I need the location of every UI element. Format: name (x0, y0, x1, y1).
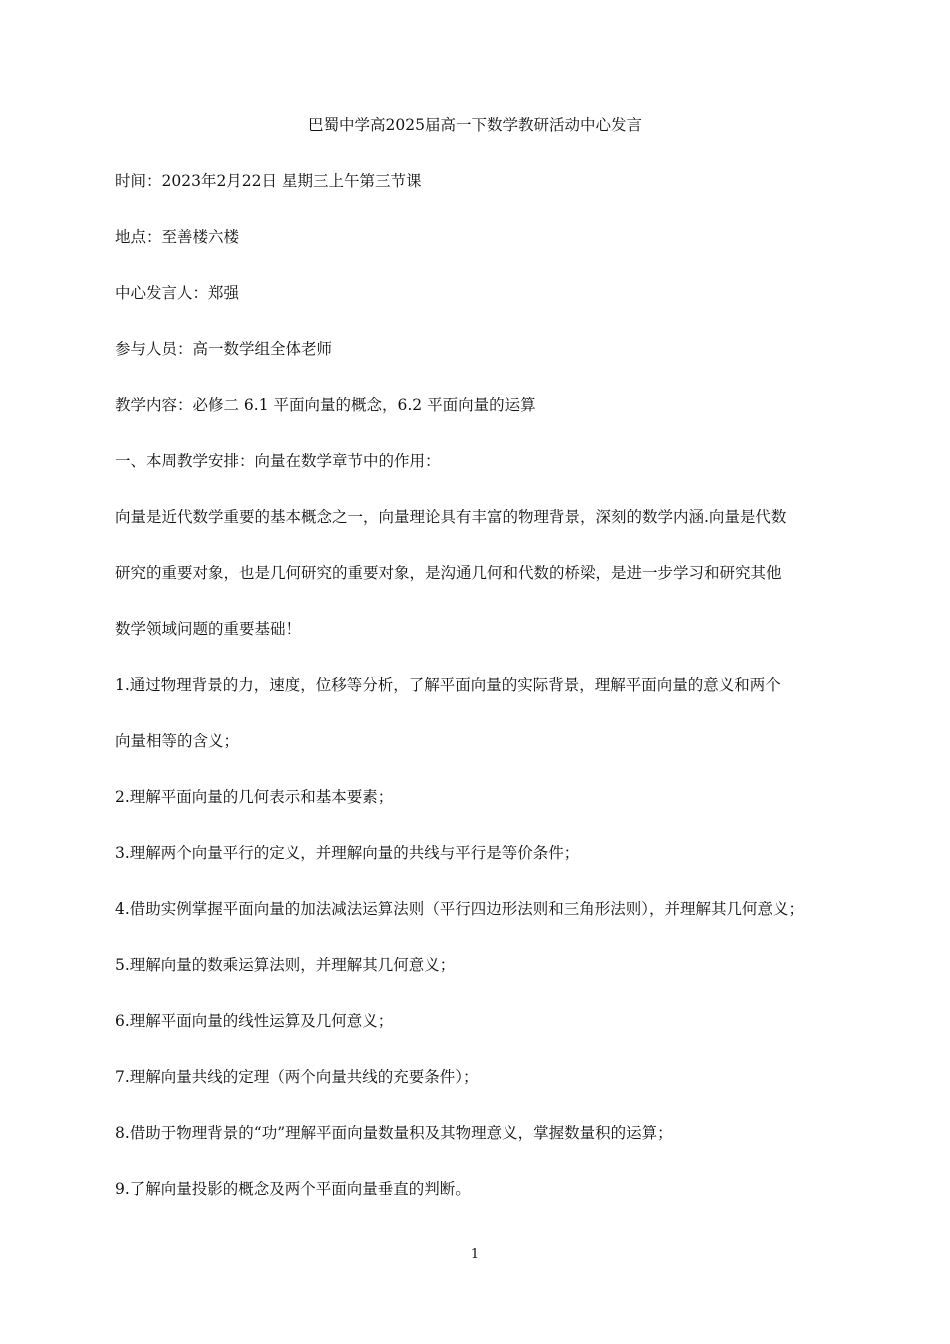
page-number: 1 (470, 1247, 480, 1262)
list-item-2: 2.理解平面向量的几何表示和基本要素； (115, 788, 394, 806)
meta-place: 地点：至善楼六楼 (115, 228, 240, 246)
intro-line: 向量是近代数学重要的基本概念之一，向量理论具有丰富的物理背景，深刻的数学内涵.向量是代数 (115, 508, 787, 526)
list-item-7: 7.理解向量共线的定理（两个向量共线的充要条件）； (115, 1068, 479, 1086)
list-item-5: 5.理解向量的数乘运算法则，并理解其几何意义； (115, 956, 456, 974)
list-item-3: 3.理解两个向量平行的定义，并理解向量的共线与平行是等价条件； (115, 844, 580, 862)
page-title: 巴蜀中学高2025届高一下数学教研活动中心发言 (308, 116, 642, 134)
meta-speaker: 中心发言人：郑强 (115, 284, 240, 302)
list-item-8: 8.借助于物理背景的“功”理解平面向量数量积及其物理意义，掌握数量积的运算； (115, 1124, 673, 1142)
meta-participants: 参与人员：高一数学组全体老师 (115, 340, 333, 358)
list-item-6: 6.理解平面向量的线性运算及几何意义； (115, 1012, 394, 1030)
intro-line: 数学领域问题的重要基础！ (115, 620, 302, 638)
list-item-1: 1.通过物理背景的力，速度，位移等分析，了解平面向量的实际背景，理解平面向量的意义和两个 (115, 676, 781, 694)
meta-content: 教学内容：必修二 6.1 平面向量的概念，6.2 平面向量的运算 (115, 396, 536, 414)
intro-line: 研究的重要对象，也是几何研究的重要对象，是沟通几何和代数的桥梁，是进一步学习和研究其他 (115, 564, 782, 582)
section-heading: 一、本周教学安排：向量在数学章节中的作用： (115, 452, 441, 470)
meta-time: 时间：2023年2月22日 星期三上午第三节课 (115, 172, 422, 190)
list-item-9: 9.了解向量投影的概念及两个平面向量垂直的判断。 (115, 1180, 471, 1198)
list-item-1-continued: 向量相等的含义； (115, 732, 240, 750)
list-item-4: 4.借助实例掌握平面向量的加法减法运算法则（平行四边形法则和三角形法则），并理解其几何意义； (115, 900, 805, 918)
